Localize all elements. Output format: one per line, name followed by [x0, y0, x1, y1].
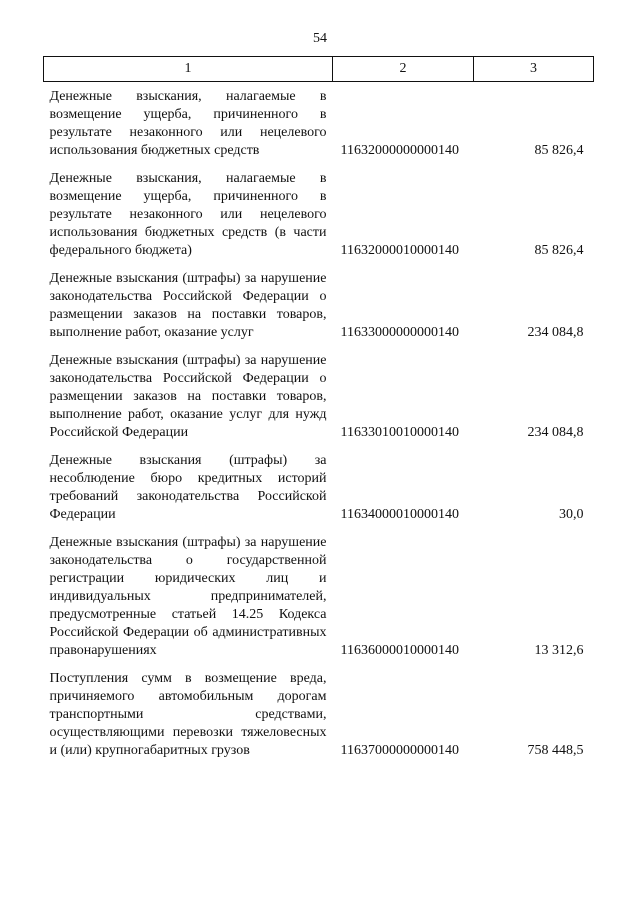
table-row [44, 164, 594, 264]
table-row [44, 446, 594, 528]
row-code: 11636000010000140 [340, 643, 459, 658]
table-row [44, 264, 594, 346]
row-description: Денежные взыскания (штрафы) за нарушение законодательства Российской Федерации о размещении заказов на поставки товаров, выполнение работ, оказание услуг для нужд Российской Федерации [49, 353, 327, 440]
row-description: Денежные взыскания, налагаемые в возмещение ущерба, причиненного в результате незаконного или нецелевого использования бюджетных средств [49, 89, 327, 158]
table-row [44, 664, 594, 764]
row-description: Денежные взыскания (штрафы) за несоблюдение бюро кредитных историй требований законодательства Российской Федерации [49, 453, 327, 522]
row-amount: 30,0 [559, 507, 584, 522]
row-code: 11637000000000140 [340, 743, 459, 758]
table-row [44, 346, 594, 446]
row-code: 11633010010000140 [340, 425, 459, 440]
row-code: 11632000010000140 [340, 243, 459, 258]
row-amount: 85 826,4 [534, 143, 584, 158]
row-description: Денежные взыскания, налагаемые в возмещение ущерба, причиненного в результате незаконного или нецелевого использования бюджетных средств (в части федерального бюджета) [49, 171, 327, 258]
budget-table [43, 56, 594, 764]
row-amount: 758 448,5 [527, 743, 584, 758]
page-number: 54 [313, 31, 327, 46]
column-header-2: 2 [333, 57, 474, 82]
row-amount: 234 084,8 [527, 325, 584, 340]
row-amount: 85 826,4 [534, 243, 584, 258]
row-amount: 234 084,8 [527, 425, 584, 440]
row-description: Денежные взыскания (штрафы) за нарушение законодательства Российской Федерации о размещении заказов на поставки товаров, выполнение работ, оказание услуг [49, 271, 327, 340]
table-header-row [44, 57, 594, 82]
row-amount: 13 312,6 [534, 643, 584, 658]
row-code: 11633000000000140 [340, 325, 459, 340]
row-description: Денежные взыскания (штрафы) за нарушение законодательства о государственной регистрации юридических лиц и индивидуальных предпринимателей, предусмотренные статьей 14.25 Кодекса Российской Федерации об административных правонарушениях [49, 535, 327, 658]
row-code: 11632000000000140 [340, 143, 459, 158]
column-header-1: 1 [44, 57, 333, 82]
row-description: Поступления сумм в возмещение вреда, причиняемого автомобильным дорогам транспортными средствами, осуществляющими перевозки тяжеловесных и (или) крупногабаритных грузов [49, 671, 327, 758]
table-row [44, 528, 594, 664]
table-row [44, 82, 594, 165]
row-code: 11634000010000140 [340, 507, 459, 522]
column-header-3: 3 [474, 57, 594, 82]
